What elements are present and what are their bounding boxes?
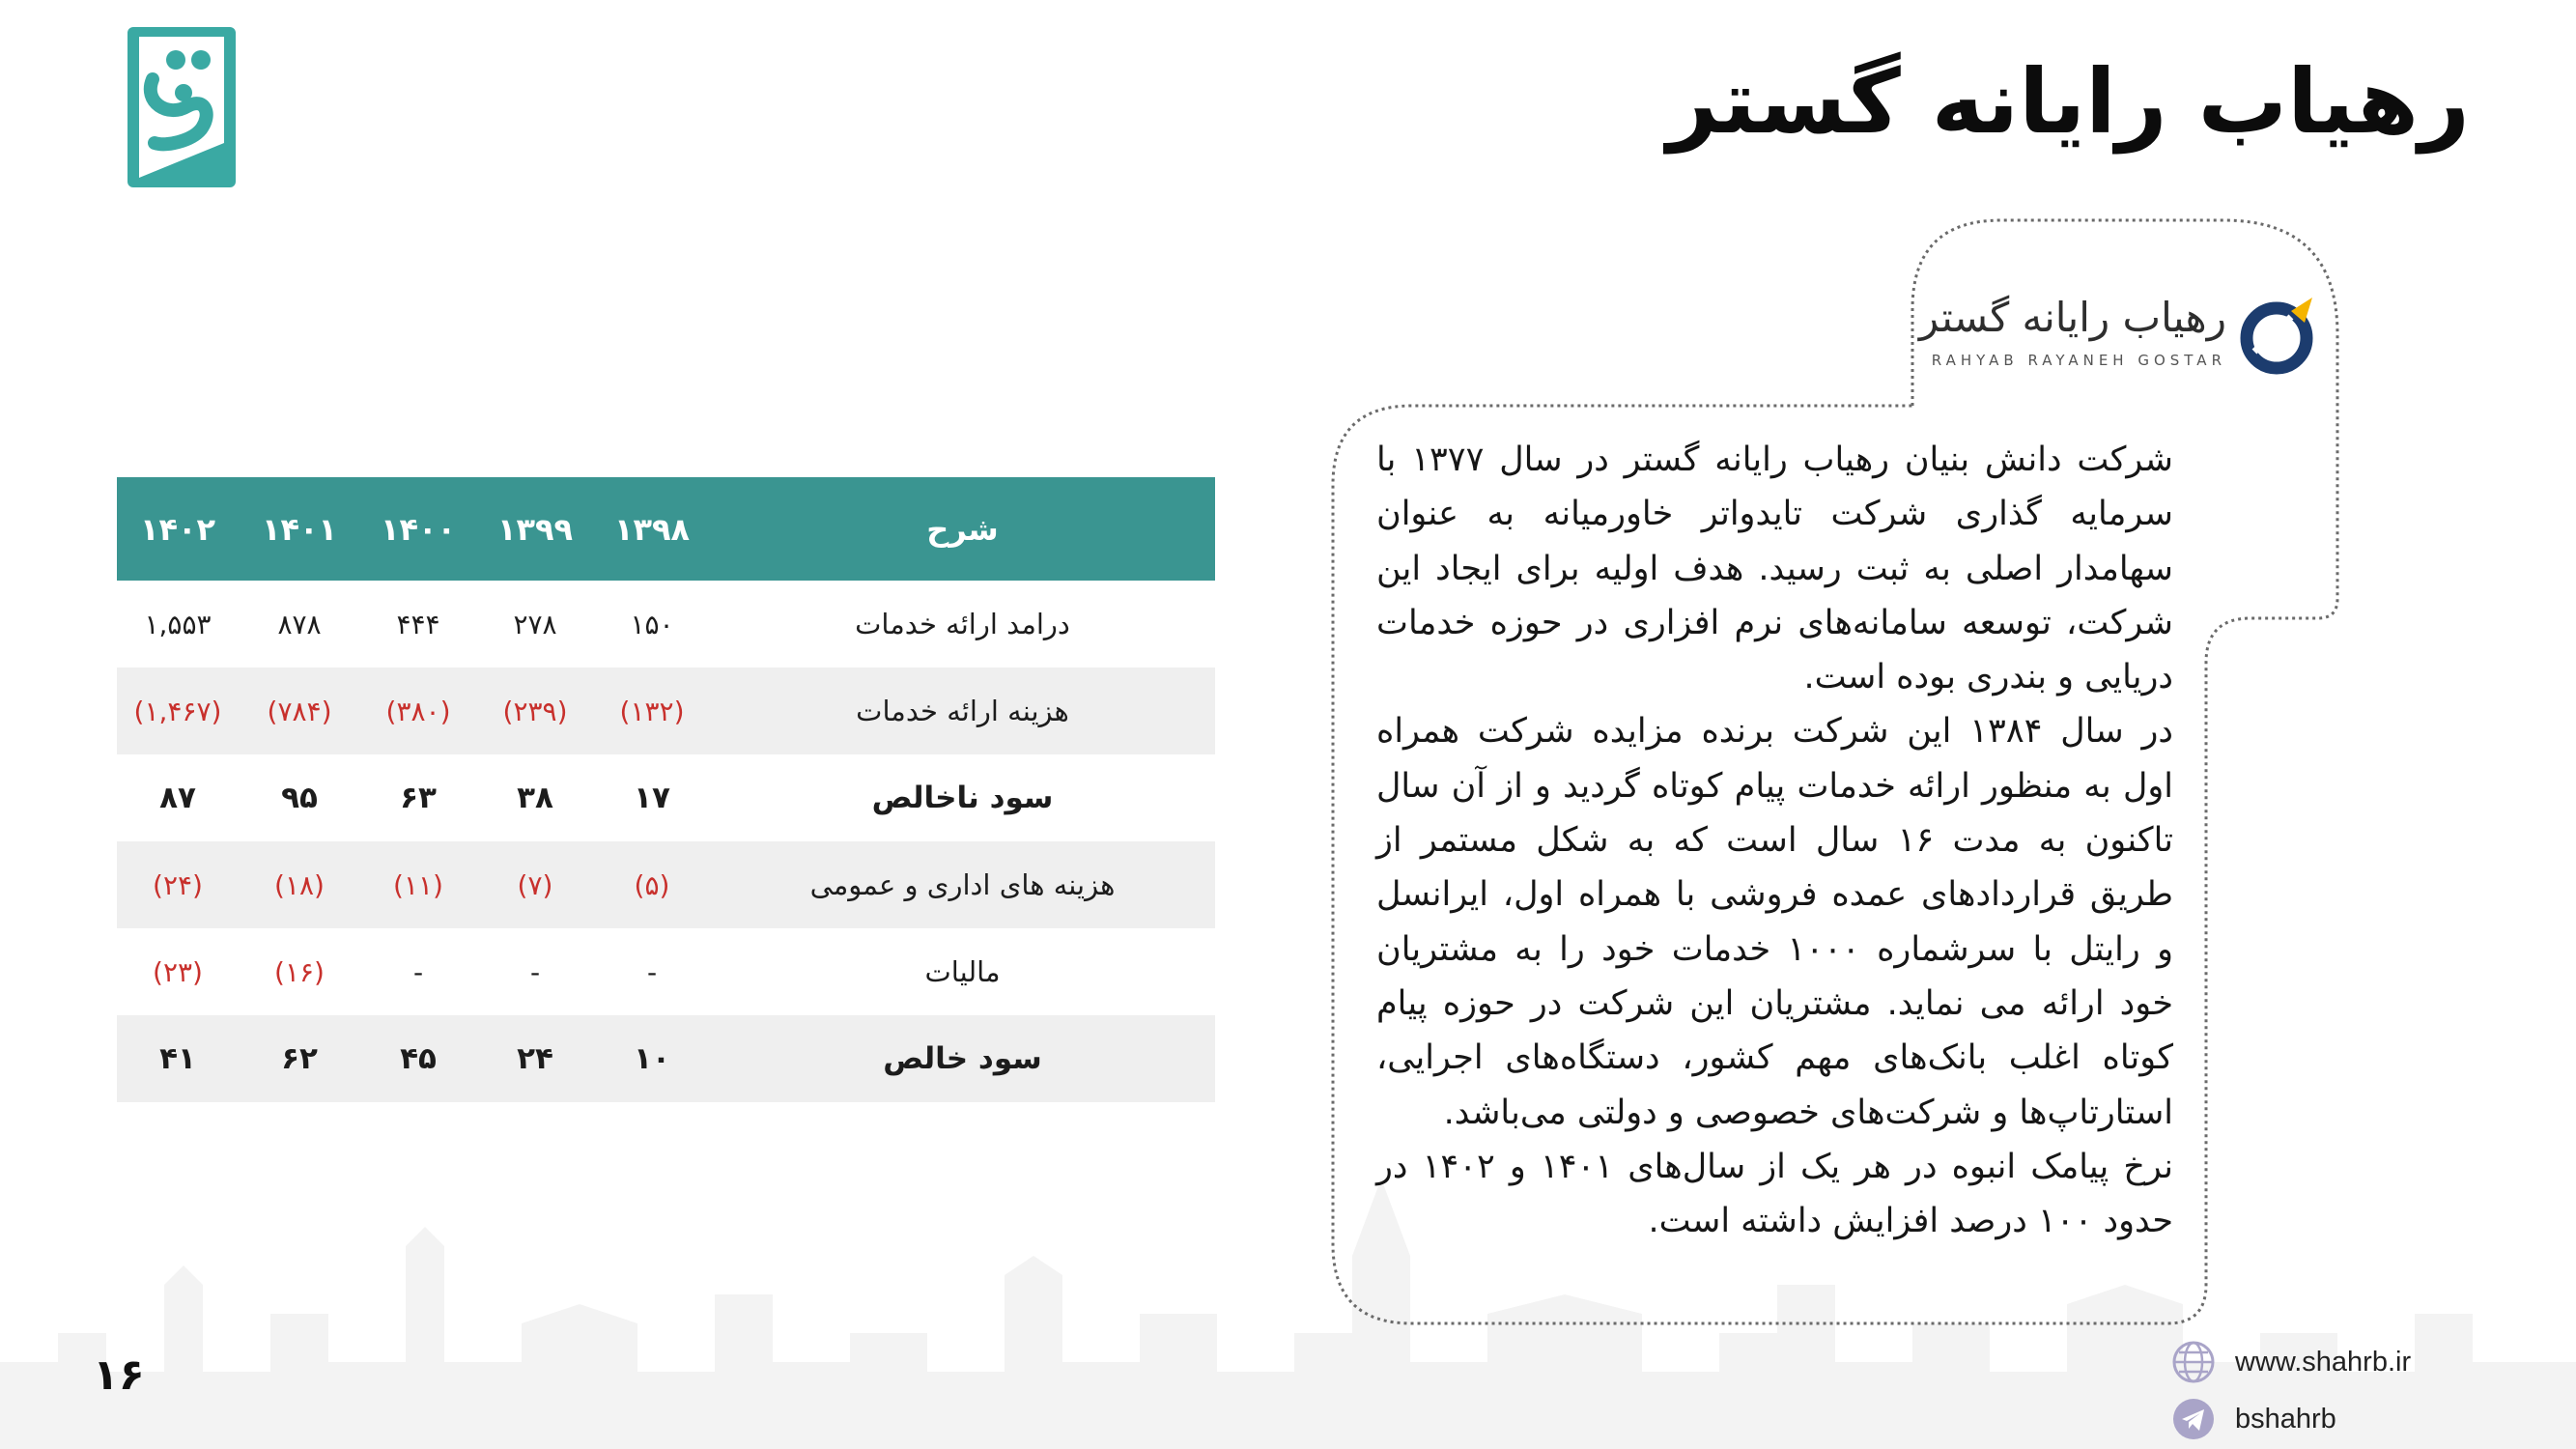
row-label: هزینه های اداری و عمومی	[710, 841, 1215, 928]
table-row	[117, 754, 1215, 841]
table-cell: (۲۳۹)	[476, 668, 594, 754]
table-cell: ۱۰	[594, 1015, 710, 1102]
column-header-year: ۱۴۰۰	[360, 477, 476, 581]
column-header-description: شرح	[710, 477, 1215, 581]
column-header-year: ۱۴۰۱	[239, 477, 360, 581]
financial-table	[117, 477, 1215, 1102]
table-cell: -	[476, 928, 594, 1015]
table-row	[117, 1015, 1215, 1102]
table-cell: ۳۸	[476, 754, 594, 841]
globe-icon	[2171, 1340, 2216, 1384]
row-label: سود ناخالص	[710, 754, 1215, 841]
table-cell: ۱۷	[594, 754, 710, 841]
table-row	[117, 928, 1215, 1015]
table-cell: ۶۳	[360, 754, 476, 841]
column-header-year: ۱۴۰۲	[117, 477, 239, 581]
description-paragraph: در سال ۱۳۸۴ این شرکت برنده مزایده شرکت همراه اول به منظور ارائه خدمات پیام کوتاه گردید و از آن سال تاکنون به مدت ۱۶ سال است که به شکل مستمر از طریق قراردادهای عمده فروشی با همراه اول، ایرانسل و رایتل با سرشماره ۱۰۰۰ خدمات خود را به مشتریان خود ارائه می نماید. مشتریان این شرکت در حوزه پیام کوتاه اغلب بانک‌های مهم کشور، دستگاه‌های اجرایی، استارتاپ‌ها و شرکت‌های خصوصی و دولتی می‌باشد.	[1376, 712, 2174, 1132]
table-cell: ۱۵۰	[594, 581, 710, 668]
table-cell: (۱۳۲)	[594, 668, 710, 754]
table-cell: (۱۶)	[239, 928, 360, 1015]
table-cell: ۴۱	[117, 1015, 239, 1102]
table-cell: -	[594, 928, 710, 1015]
table-cell: ۱,۵۵۳	[117, 581, 239, 668]
table-cell: (۷۸۴)	[239, 668, 360, 754]
telegram-icon	[2171, 1397, 2216, 1441]
table-cell: (۵)	[594, 841, 710, 928]
column-header-year: ۱۳۹۹	[476, 477, 594, 581]
description-paragraph: نرخ پیامک انبوه در هر یک از سال‌های ۱۴۰۱ و ۱۴۰۲ در حدود ۱۰۰ درصد افزایش داشته است.	[1376, 1147, 2173, 1241]
website-label[interactable]: www.shahrb.ir	[2235, 1346, 2412, 1378]
table-cell: ۸۷۸	[239, 581, 360, 668]
page-number: ۱۶	[93, 1350, 145, 1400]
table-cell: ۴۴۴	[360, 581, 476, 668]
company-logo-icon	[2235, 294, 2318, 377]
company-description	[1376, 433, 2173, 1248]
table-cell: (۱,۴۶۷)	[117, 668, 239, 754]
table-cell: (۱۸)	[239, 841, 360, 928]
company-logo-name-fa: رهیاب رایانه گستر	[1918, 294, 2226, 341]
column-header-year: ۱۳۹۸	[594, 477, 710, 581]
brand-logo-icon	[124, 25, 243, 189]
table-cell: (۲۳)	[117, 928, 239, 1015]
website-contact[interactable]	[2171, 1340, 2411, 1384]
telegram-label[interactable]: bshahrb	[2235, 1403, 2336, 1435]
table-cell: ۲۴	[476, 1015, 594, 1102]
table-cell: (۱۱)	[360, 841, 476, 928]
company-logo	[1912, 290, 2318, 382]
table-cell: (۷)	[476, 841, 594, 928]
table-cell: (۳۸۰)	[360, 668, 476, 754]
table-cell: ۴۵	[360, 1015, 476, 1102]
table-cell: ۹۵	[239, 754, 360, 841]
row-label: هزینه ارائه خدمات	[710, 668, 1215, 754]
table-row	[117, 668, 1215, 754]
table-cell: (۲۴)	[117, 841, 239, 928]
telegram-contact[interactable]	[2171, 1397, 2336, 1441]
table-cell: ۸۷	[117, 754, 239, 841]
row-label: سود خالص	[710, 1015, 1215, 1102]
company-logo-name-en: RAHYAB RAYANEH GOSTAR	[1931, 352, 2226, 369]
table-row	[117, 581, 1215, 668]
table-row	[117, 841, 1215, 928]
table-cell: ۲۷۸	[476, 581, 594, 668]
page-title: رهیاب رایانه گستر	[1666, 50, 2470, 154]
table-header-row	[117, 477, 1215, 581]
table-cell: ۶۲	[239, 1015, 360, 1102]
row-label: مالیات	[710, 928, 1215, 1015]
row-label: درامد ارائه خدمات	[710, 581, 1215, 668]
description-paragraph: شرکت دانش بنیان رهیاب رایانه گستر در سال ۱۳۷۷ با سرمایه گذاری شرکت تایدواتر خاورمیانه به عنوان سهامدار اصلی به ثبت رسید. هدف اولیه برای ایجاد این شرکت، توسعه سامانه‌های نرم افزاری در حوزه خدمات دریایی و بندری بوده است.	[1376, 440, 2173, 697]
table-cell: -	[360, 928, 476, 1015]
